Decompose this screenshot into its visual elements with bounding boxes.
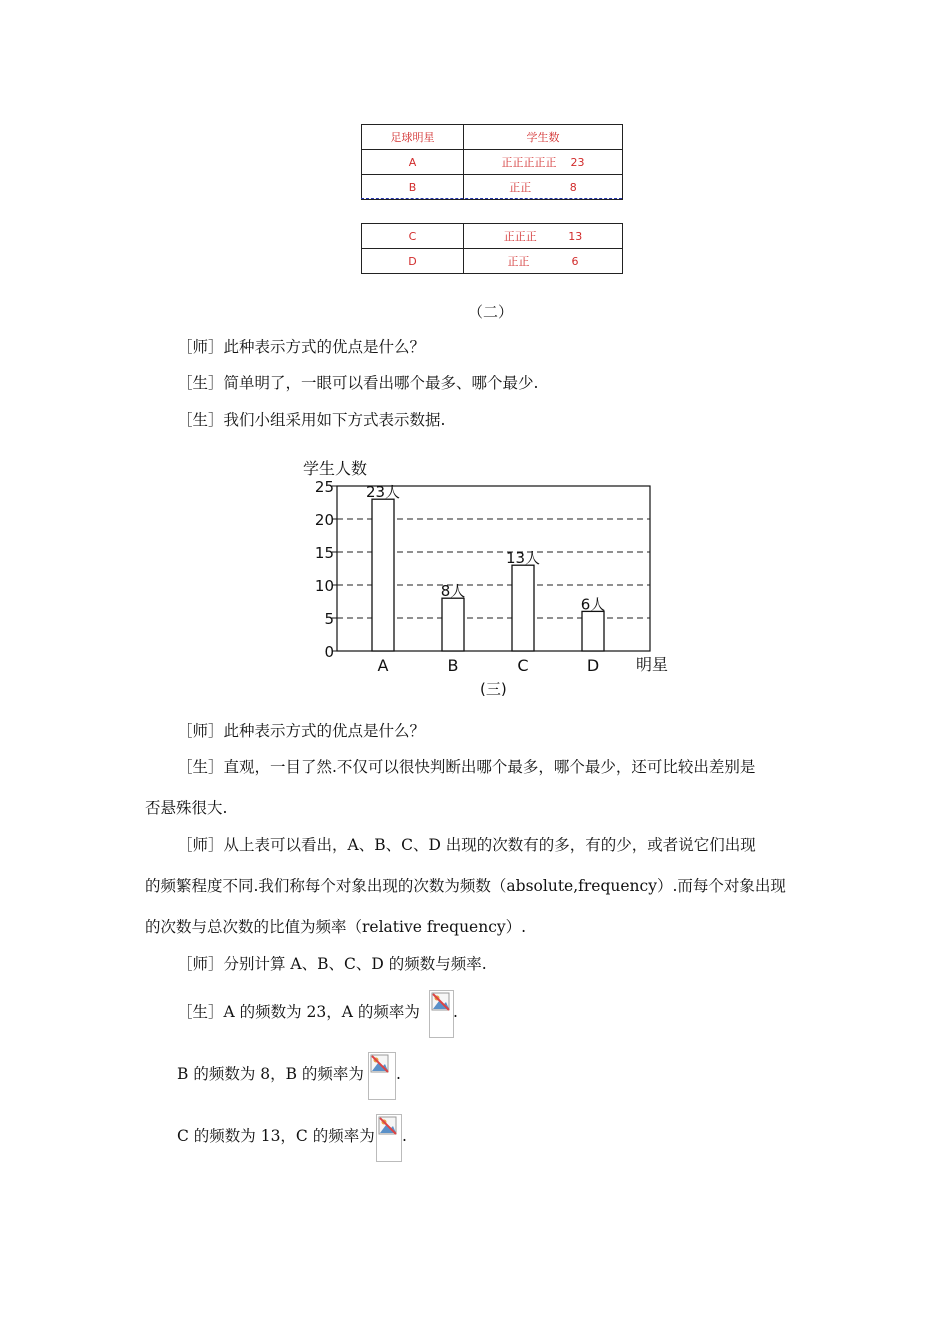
- paragraph: C 的频数为 13，C 的频率为: [177, 1127, 375, 1145]
- period: .: [396, 1065, 401, 1083]
- y-tick-label: 20: [314, 511, 334, 529]
- bar: [512, 565, 534, 651]
- broken-image-icon: [376, 1114, 402, 1162]
- paragraph: 的次数与总次数的比值为频率（relative frequency）.: [145, 918, 527, 936]
- data-label: 6人: [580, 595, 606, 614]
- paragraph: ［生］A 的频数为 23，A 的频率为: [177, 1003, 420, 1021]
- bar: [582, 611, 604, 651]
- bar: [442, 598, 464, 651]
- row-tally: 正正 6: [464, 249, 623, 274]
- header-count: 学生数: [464, 125, 623, 150]
- data-label: 23人: [365, 483, 401, 502]
- y-axis-label: 学生人数: [303, 459, 368, 478]
- chart-caption: (三): [480, 680, 507, 698]
- y-tick-label: 5: [324, 610, 334, 628]
- bar: [372, 499, 394, 651]
- y-tick-label: 0: [324, 643, 334, 661]
- x-tick-label: A: [377, 656, 389, 675]
- broken-image-icon: [429, 990, 454, 1038]
- row-tally: 正正 8: [464, 175, 623, 200]
- paragraph: ［师］分别计算 A、B、C、D 的频数与频率.: [177, 955, 487, 973]
- broken-image-icon: [368, 1052, 396, 1100]
- paragraph: 否悬殊很大.: [145, 799, 228, 817]
- paragraph: ［师］此种表示方式的优点是什么？: [177, 338, 426, 356]
- row-star: C: [362, 224, 464, 249]
- x-axis-label: 明星: [636, 655, 669, 674]
- data-label: 8人: [440, 582, 466, 601]
- row-tally: 正正正正正 23: [464, 150, 623, 175]
- table-caption: （二）: [468, 303, 514, 321]
- paragraph: ［师］从上表可以看出，A、B、C、D 出现的次数有的多，有的少，或者说它们出现: [177, 836, 756, 854]
- paragraph: B 的频数为 8，B 的频率为: [177, 1065, 364, 1083]
- row-tally: 正正正 13: [464, 224, 623, 249]
- row-star: D: [362, 249, 464, 274]
- paragraph: ［师］此种表示方式的优点是什么？: [177, 722, 426, 740]
- y-tick-label: 25: [314, 478, 334, 496]
- y-tick-label: 10: [314, 577, 334, 595]
- data-label: 13人: [505, 549, 541, 568]
- period: .: [453, 1003, 458, 1021]
- paragraph: 的频繁程度不同.我们称每个对象出现的次数为频数（absolute,frequency）.而每个对象出现: [145, 877, 786, 895]
- paragraph: ［生］直观，一目了然.不仅可以很快判断出哪个最多，哪个最少，还可比较出差别是: [177, 758, 756, 776]
- paragraph: ［生］简单明了，一眼可以看出哪个最多、哪个最少.: [177, 374, 539, 392]
- header-star: 足球明星: [362, 125, 464, 150]
- row-star: A: [362, 150, 464, 175]
- paragraph: ［生］我们小组采用如下方式表示数据.: [177, 411, 446, 429]
- x-tick-label: C: [517, 656, 529, 675]
- row-star: B: [362, 175, 464, 200]
- x-tick-label: B: [447, 656, 459, 675]
- x-tick-label: D: [586, 656, 600, 675]
- period: .: [402, 1127, 407, 1145]
- y-tick-label: 15: [314, 544, 334, 562]
